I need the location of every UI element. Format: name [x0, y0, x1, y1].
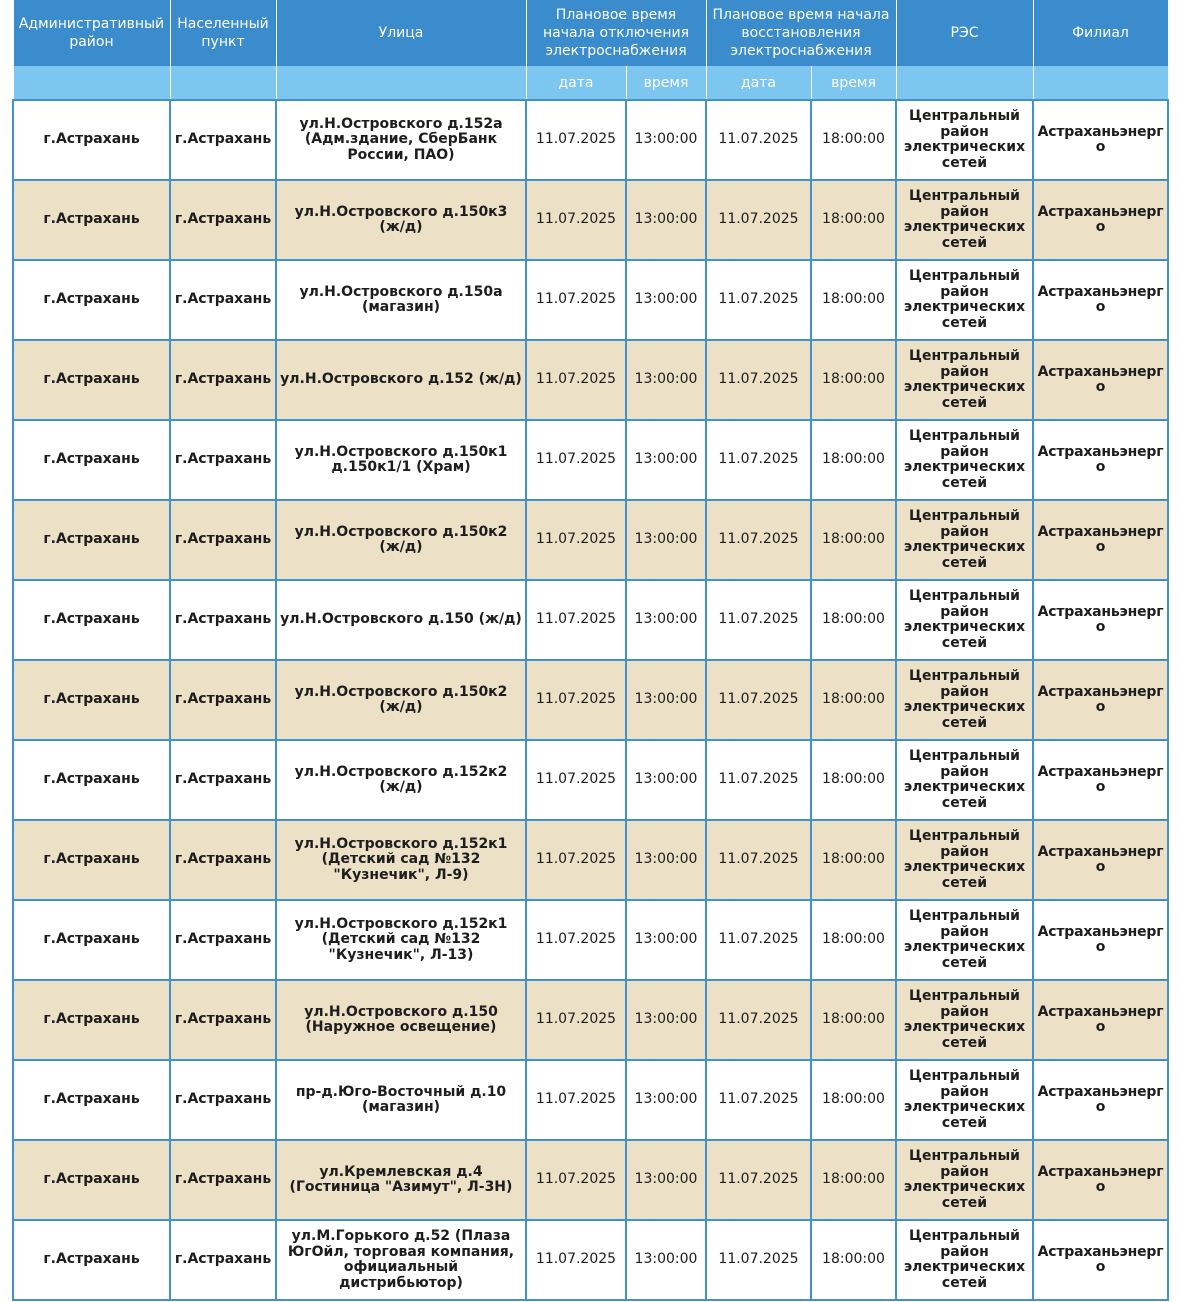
- outage-table-container: [12, 0, 1167, 1301]
- cell-off-date: 11.07.2025: [526, 980, 626, 1060]
- subheader-empty: [170, 66, 276, 100]
- cell-on-date: 11.07.2025: [706, 100, 811, 180]
- cell-on-time: 18:00:00: [811, 500, 896, 580]
- table-row: [13, 1220, 1168, 1300]
- cell-off-date: 11.07.2025: [526, 180, 626, 260]
- cell-branch: Астраханьэнерго: [1033, 340, 1168, 420]
- cell-res: Центральный район электрических сетей: [896, 660, 1033, 740]
- cell-street: ул.Н.Островского д.152к1 (Детский сад №132 "Кузнечик", Л-13): [276, 900, 526, 980]
- subheader-empty: [896, 66, 1033, 100]
- cell-off-date: 11.07.2025: [526, 1140, 626, 1220]
- cell-settlement: г.Астрахань: [170, 740, 276, 820]
- table-row: [13, 340, 1168, 420]
- header-branch: Филиал: [1033, 0, 1168, 66]
- cell-on-date: 11.07.2025: [706, 1220, 811, 1300]
- cell-settlement: г.Астрахань: [170, 660, 276, 740]
- cell-branch: Астраханьэнерго: [1033, 1140, 1168, 1220]
- cell-off-date: 11.07.2025: [526, 500, 626, 580]
- cell-res: Центральный район электрических сетей: [896, 100, 1033, 180]
- cell-settlement: г.Астрахань: [170, 980, 276, 1060]
- cell-branch: Астраханьэнерго: [1033, 500, 1168, 580]
- cell-on-date: 11.07.2025: [706, 1140, 811, 1220]
- cell-on-time: 18:00:00: [811, 1220, 896, 1300]
- cell-res: Центральный район электрических сетей: [896, 420, 1033, 500]
- header-settlement: Населенный пункт: [170, 0, 276, 66]
- cell-on-date: 11.07.2025: [706, 820, 811, 900]
- cell-branch: Астраханьэнерго: [1033, 1220, 1168, 1300]
- cell-on-date: 11.07.2025: [706, 660, 811, 740]
- subheader-empty: [1033, 66, 1168, 100]
- header-res: РЭС: [896, 0, 1033, 66]
- table-row: [13, 900, 1168, 980]
- cell-off-date: 11.07.2025: [526, 740, 626, 820]
- cell-on-time: 18:00:00: [811, 820, 896, 900]
- cell-off-time: 13:00:00: [626, 1220, 706, 1300]
- cell-off-time: 13:00:00: [626, 1060, 706, 1140]
- cell-res: Центральный район электрических сетей: [896, 1060, 1033, 1140]
- cell-on-date: 11.07.2025: [706, 580, 811, 660]
- cell-res: Центральный район электрических сетей: [896, 900, 1033, 980]
- cell-off-time: 13:00:00: [626, 660, 706, 740]
- cell-settlement: г.Астрахань: [170, 900, 276, 980]
- subheader-empty: [13, 66, 170, 100]
- table-body: [13, 100, 1168, 1300]
- cell-res: Центральный район электрических сетей: [896, 500, 1033, 580]
- cell-settlement: г.Астрахань: [170, 100, 276, 180]
- table-row: [13, 820, 1168, 900]
- cell-on-date: 11.07.2025: [706, 500, 811, 580]
- cell-on-time: 18:00:00: [811, 900, 896, 980]
- table-row: [13, 180, 1168, 260]
- header-restore-start: Плановое время начала восстановления электроснабжения: [706, 0, 896, 66]
- cell-street: ул.Н.Островского д.150 (ж/д): [276, 580, 526, 660]
- cell-district: г.Астрахань: [13, 580, 170, 660]
- header-street: Улица: [276, 0, 526, 66]
- cell-on-date: 11.07.2025: [706, 980, 811, 1060]
- table-row: [13, 740, 1168, 820]
- cell-district: г.Астрахань: [13, 740, 170, 820]
- table-row: [13, 580, 1168, 660]
- table-row: [13, 260, 1168, 340]
- cell-off-date: 11.07.2025: [526, 420, 626, 500]
- cell-off-date: 11.07.2025: [526, 660, 626, 740]
- cell-off-date: 11.07.2025: [526, 100, 626, 180]
- subheader-off-date: дата: [526, 66, 626, 100]
- cell-off-date: 11.07.2025: [526, 260, 626, 340]
- cell-res: Центральный район электрических сетей: [896, 820, 1033, 900]
- cell-branch: Астраханьэнерго: [1033, 580, 1168, 660]
- cell-settlement: г.Астрахань: [170, 820, 276, 900]
- cell-on-time: 18:00:00: [811, 180, 896, 260]
- cell-res: Центральный район электрических сетей: [896, 180, 1033, 260]
- header-district: Административный район: [13, 0, 170, 66]
- cell-res: Центральный район электрических сетей: [896, 1220, 1033, 1300]
- cell-district: г.Астрахань: [13, 1140, 170, 1220]
- cell-res: Центральный район электрических сетей: [896, 1140, 1033, 1220]
- cell-on-time: 18:00:00: [811, 420, 896, 500]
- table-row: [13, 420, 1168, 500]
- cell-on-time: 18:00:00: [811, 980, 896, 1060]
- header-off-start: Плановое время начала отключения электроснабжения: [526, 0, 706, 66]
- cell-branch: Астраханьэнерго: [1033, 660, 1168, 740]
- subheader-row: [13, 66, 1168, 100]
- subheader-empty: [276, 66, 526, 100]
- cell-branch: Астраханьэнерго: [1033, 1060, 1168, 1140]
- table-row: [13, 500, 1168, 580]
- cell-street: ул.Н.Островского д.150к2 (ж/д): [276, 500, 526, 580]
- cell-street: ул.Н.Островского д.150к3 (ж/д): [276, 180, 526, 260]
- cell-on-date: 11.07.2025: [706, 180, 811, 260]
- cell-district: г.Астрахань: [13, 420, 170, 500]
- cell-on-time: 18:00:00: [811, 1140, 896, 1220]
- table-row: [13, 1060, 1168, 1140]
- subheader-on-date: дата: [706, 66, 811, 100]
- cell-off-date: 11.07.2025: [526, 1220, 626, 1300]
- cell-district: г.Астрахань: [13, 980, 170, 1060]
- cell-off-time: 13:00:00: [626, 100, 706, 180]
- cell-branch: Астраханьэнерго: [1033, 260, 1168, 340]
- cell-res: Центральный район электрических сетей: [896, 260, 1033, 340]
- cell-street: ул.Кремлевская д.4 (Гостиница "Азимут", Л-3Н): [276, 1140, 526, 1220]
- cell-street: ул.Н.Островского д.152а (Адм.здание, СберБанк России, ПАО): [276, 100, 526, 180]
- cell-on-date: 11.07.2025: [706, 1060, 811, 1140]
- cell-settlement: г.Астрахань: [170, 340, 276, 420]
- cell-on-time: 18:00:00: [811, 100, 896, 180]
- subheader-on-time: время: [811, 66, 896, 100]
- cell-street: ул.Н.Островского д.152к1 (Детский сад №132 "Кузнечик", Л-9): [276, 820, 526, 900]
- cell-on-time: 18:00:00: [811, 260, 896, 340]
- table-row: [13, 1140, 1168, 1220]
- cell-off-time: 13:00:00: [626, 1140, 706, 1220]
- cell-district: г.Астрахань: [13, 260, 170, 340]
- cell-res: Центральный район электрических сетей: [896, 580, 1033, 660]
- cell-off-date: 11.07.2025: [526, 580, 626, 660]
- cell-off-time: 13:00:00: [626, 900, 706, 980]
- cell-branch: Астраханьэнерго: [1033, 180, 1168, 260]
- cell-res: Центральный район электрических сетей: [896, 340, 1033, 420]
- cell-branch: Астраханьэнерго: [1033, 420, 1168, 500]
- cell-settlement: г.Астрахань: [170, 1060, 276, 1140]
- cell-district: г.Астрахань: [13, 180, 170, 260]
- cell-res: Центральный район электрических сетей: [896, 980, 1033, 1060]
- cell-district: г.Астрахань: [13, 900, 170, 980]
- cell-settlement: г.Астрахань: [170, 500, 276, 580]
- cell-settlement: г.Астрахань: [170, 420, 276, 500]
- cell-district: г.Астрахань: [13, 500, 170, 580]
- table-header: [13, 0, 1168, 100]
- cell-on-date: 11.07.2025: [706, 420, 811, 500]
- cell-off-time: 13:00:00: [626, 340, 706, 420]
- cell-off-time: 13:00:00: [626, 500, 706, 580]
- header-row: [13, 0, 1168, 66]
- subheader-off-time: время: [626, 66, 706, 100]
- cell-off-time: 13:00:00: [626, 980, 706, 1060]
- cell-on-time: 18:00:00: [811, 580, 896, 660]
- cell-off-time: 13:00:00: [626, 180, 706, 260]
- table-row: [13, 660, 1168, 740]
- cell-district: г.Астрахань: [13, 1060, 170, 1140]
- cell-off-date: 11.07.2025: [526, 820, 626, 900]
- cell-district: г.Астрахань: [13, 340, 170, 420]
- cell-district: г.Астрахань: [13, 1220, 170, 1300]
- cell-branch: Астраханьэнерго: [1033, 100, 1168, 180]
- cell-settlement: г.Астрахань: [170, 1220, 276, 1300]
- cell-branch: Астраханьэнерго: [1033, 740, 1168, 820]
- cell-off-time: 13:00:00: [626, 260, 706, 340]
- cell-off-date: 11.07.2025: [526, 1060, 626, 1140]
- cell-district: г.Астрахань: [13, 100, 170, 180]
- cell-street: пр-д.Юго-Восточный д.10 (магазин): [276, 1060, 526, 1140]
- cell-street: ул.Н.Островского д.150к1 д.150к1/1 (Храм): [276, 420, 526, 500]
- cell-on-time: 18:00:00: [811, 340, 896, 420]
- cell-res: Центральный район электрических сетей: [896, 740, 1033, 820]
- cell-street: ул.Н.Островского д.150 (Наружное освещение): [276, 980, 526, 1060]
- cell-street: ул.Н.Островского д.150а (магазин): [276, 260, 526, 340]
- cell-street: ул.Н.Островского д.152 (ж/д): [276, 340, 526, 420]
- cell-on-date: 11.07.2025: [706, 340, 811, 420]
- table-row: [13, 100, 1168, 180]
- cell-off-time: 13:00:00: [626, 820, 706, 900]
- cell-on-date: 11.07.2025: [706, 260, 811, 340]
- cell-branch: Астраханьэнерго: [1033, 820, 1168, 900]
- cell-street: ул.Н.Островского д.150к2 (ж/д): [276, 660, 526, 740]
- cell-off-time: 13:00:00: [626, 580, 706, 660]
- cell-off-time: 13:00:00: [626, 420, 706, 500]
- cell-branch: Астраханьэнерго: [1033, 980, 1168, 1060]
- cell-branch: Астраханьэнерго: [1033, 900, 1168, 980]
- cell-settlement: г.Астрахань: [170, 260, 276, 340]
- cell-off-date: 11.07.2025: [526, 340, 626, 420]
- cell-off-date: 11.07.2025: [526, 900, 626, 980]
- cell-settlement: г.Астрахань: [170, 580, 276, 660]
- cell-street: ул.Н.Островского д.152к2 (ж/д): [276, 740, 526, 820]
- table-row: [13, 980, 1168, 1060]
- cell-off-time: 13:00:00: [626, 740, 706, 820]
- cell-district: г.Астрахань: [13, 820, 170, 900]
- cell-on-date: 11.07.2025: [706, 900, 811, 980]
- cell-settlement: г.Астрахань: [170, 1140, 276, 1220]
- cell-on-time: 18:00:00: [811, 1060, 896, 1140]
- outage-table: [12, 0, 1169, 1301]
- cell-on-time: 18:00:00: [811, 740, 896, 820]
- cell-street: ул.М.Горького д.52 (Плаза ЮгОйл, торговая компания, официальный дистрибьютор): [276, 1220, 526, 1300]
- cell-on-date: 11.07.2025: [706, 740, 811, 820]
- cell-settlement: г.Астрахань: [170, 180, 276, 260]
- cell-on-time: 18:00:00: [811, 660, 896, 740]
- cell-district: г.Астрахань: [13, 660, 170, 740]
